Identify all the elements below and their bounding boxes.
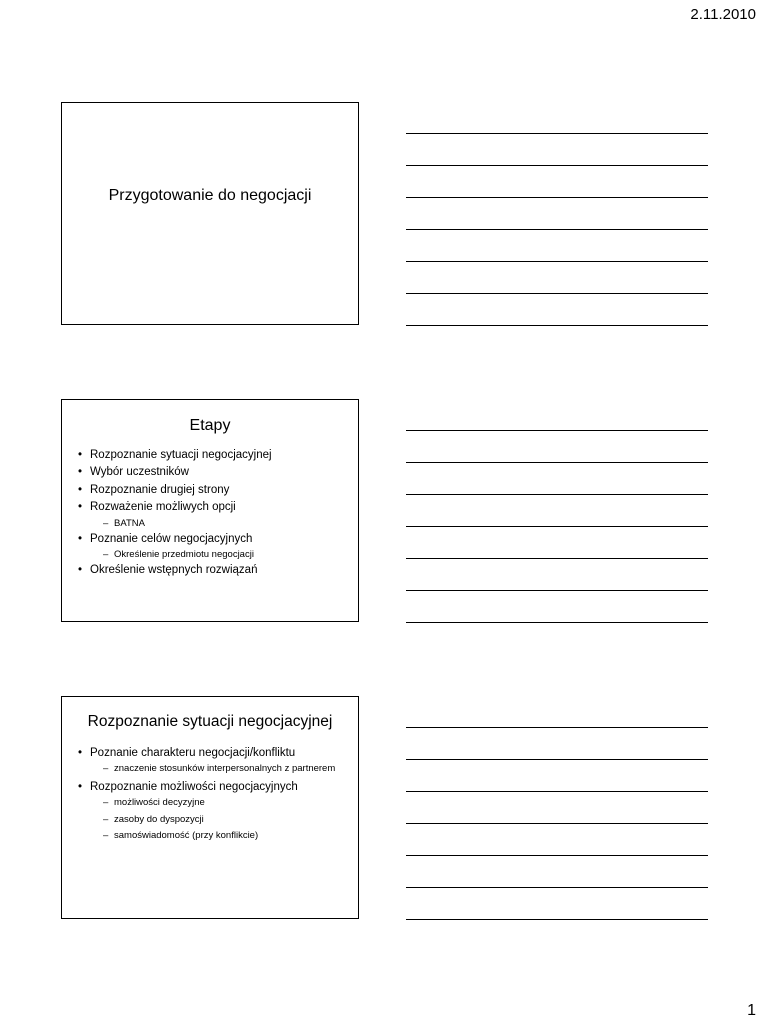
bullet-text: Rozpoznanie możliwości negocjacyjnych: [90, 780, 298, 793]
slide-thumbnail-3: [61, 696, 359, 919]
note-line: [406, 887, 708, 888]
sub-bullet-text: BATNA: [114, 517, 145, 529]
note-line: [406, 590, 708, 591]
note-line: [406, 526, 708, 527]
slide-title: Rozpoznanie sytuacji negocjacyjnej: [87, 713, 333, 730]
bullet-item: [78, 447, 358, 464]
sub-bullet-item: [103, 829, 358, 843]
bullet-text: Poznanie celów negocjacyjnych: [90, 532, 253, 545]
note-line: [406, 791, 708, 792]
bullet-text: Rozpoznanie drugiej strony: [90, 483, 230, 496]
bullet-icon: •: [78, 466, 83, 479]
note-line: [406, 494, 708, 495]
note-line: [406, 197, 708, 198]
dash-icon: –: [103, 549, 109, 561]
note-line: [406, 919, 708, 920]
bullet-list: [62, 447, 358, 579]
bullet-item: [78, 499, 358, 530]
note-line: [406, 823, 708, 824]
slide-thumbnail-2: [61, 399, 359, 622]
bullet-icon: •: [78, 532, 83, 545]
sub-bullet-text: zasoby do dyspozycji: [114, 813, 204, 825]
sub-bullet-text: możliwości decyzyjne: [114, 797, 205, 809]
note-line: [406, 261, 708, 262]
note-line: [406, 293, 708, 294]
bullet-text: Poznanie charakteru negocjacji/konfliktu: [90, 747, 296, 759]
sub-bullet-list: [90, 762, 358, 776]
bullet-list: [62, 745, 358, 843]
slide-thumbnail-1: [61, 102, 359, 325]
sub-bullet-item: [103, 813, 358, 827]
page-number: 1: [747, 1002, 756, 1019]
sub-bullet-list: [90, 548, 358, 562]
sub-bullet-list: [90, 796, 358, 843]
bullet-text: Określenie wstępnych rozwiązań: [90, 564, 258, 577]
note-line: [406, 133, 708, 134]
bullet-item: [78, 464, 358, 481]
note-line: [406, 558, 708, 559]
sub-bullet-text: Określenie przedmiotu negocjacji: [114, 549, 254, 561]
bullet-item: [78, 482, 358, 499]
bullet-item: [78, 531, 358, 562]
note-line: [406, 165, 708, 166]
note-line: [406, 622, 708, 623]
bullet-text: Rozważenie możliwych opcji: [90, 501, 236, 514]
dash-icon: –: [103, 830, 109, 842]
bullet-icon: •: [78, 780, 83, 793]
dash-icon: –: [103, 813, 109, 825]
dash-icon: –: [103, 763, 109, 775]
note-line: [406, 855, 708, 856]
bullet-icon: •: [78, 747, 83, 759]
note-line: [406, 759, 708, 760]
bullet-icon: •: [78, 564, 83, 577]
sub-bullet-list: [90, 517, 358, 531]
note-line: [406, 462, 708, 463]
sub-bullet-text: znaczenie stosunków interpersonalnych z partnerem: [114, 763, 336, 775]
slide-title: Przygotowanie do negocjacji: [108, 187, 312, 204]
note-line: [406, 325, 708, 326]
note-line: [406, 727, 708, 728]
dash-icon: –: [103, 797, 109, 809]
bullet-text: Wybór uczestników: [90, 466, 189, 479]
slide-title: Etapy: [189, 417, 231, 434]
note-line: [406, 229, 708, 230]
bullet-item: [78, 779, 358, 843]
bullet-text: Rozpoznanie sytuacji negocjacyjnej: [90, 449, 272, 461]
sub-bullet-text: samoświadomość (przy konflikcie): [114, 830, 259, 842]
bullet-icon: •: [78, 449, 83, 461]
bullet-item: [78, 745, 358, 776]
bullet-item: [78, 562, 358, 579]
date-header: 2.11.2010: [690, 6, 756, 23]
bullet-icon: •: [78, 501, 83, 514]
note-line: [406, 430, 708, 431]
sub-bullet-item: [103, 517, 358, 531]
sub-bullet-item: [103, 548, 358, 562]
dash-icon: –: [103, 517, 109, 529]
bullet-icon: •: [78, 483, 83, 496]
sub-bullet-item: [103, 796, 358, 810]
sub-bullet-item: [103, 762, 358, 776]
